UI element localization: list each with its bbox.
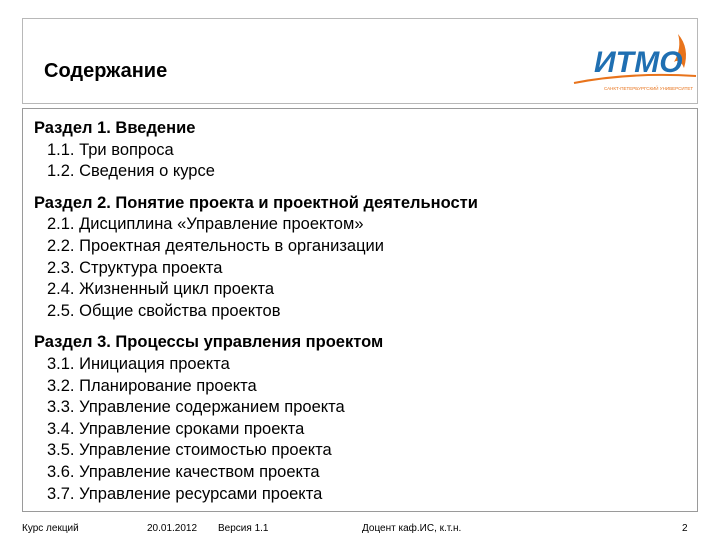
footer-page-number: 2 — [682, 523, 688, 534]
footer-course: Курс лекций — [22, 523, 79, 534]
toc-item: 3.5. Управление стоимостью проекта — [47, 441, 332, 460]
toc-item: 2.5. Общие свойства проектов — [47, 301, 281, 320]
footer-date: 20.01.2012 — [147, 523, 198, 534]
toc-section — [34, 332, 478, 505]
page-title: Содержание — [44, 60, 168, 82]
toc-item: 1.2. Сведения о курсе — [47, 162, 215, 181]
section-title: Раздел 2. Понятие проекта и проектной деятельности — [34, 193, 478, 212]
toc-item: 3.7. Управление ресурсами проекта — [47, 484, 323, 503]
itmo-logo — [570, 28, 700, 94]
toc-item: 3.4. Управление сроками проекта — [47, 419, 305, 438]
toc-item: 3.2. Планирование проекта — [47, 376, 257, 395]
toc-item: 2.1. Дисциплина «Управление проектом» — [47, 215, 364, 234]
toc-item: 1.1. Три вопроса — [47, 140, 174, 159]
footer-version: Версия 1.1 — [218, 523, 269, 534]
logo-text: ИТМО — [594, 46, 683, 79]
footer-author: Доцент каф.ИС, к.т.н. — [362, 523, 462, 534]
toc-section — [34, 118, 478, 183]
toc-item: 2.2. Проектная деятельность в организации — [47, 236, 384, 255]
toc-item: 2.3. Структура проекта — [47, 258, 223, 277]
toc-section — [34, 193, 478, 323]
section-title: Раздел 1. Введение — [34, 119, 196, 137]
toc-item: 3.1. Инициация проекта — [47, 354, 230, 373]
toc-item: 3.3. Управление содержанием проекта — [47, 398, 345, 417]
table-of-contents — [34, 118, 478, 515]
toc-item: 3.6. Управление качеством проекта — [47, 462, 320, 481]
section-title: Раздел 3. Процессы управления проектом — [34, 333, 384, 352]
logo-subtext: САНКТ-ПЕТЕРБУРГСКИЙ УНИВЕРСИТЕТ — [604, 86, 694, 91]
toc-item: 2.4. Жизненный цикл проекта — [47, 280, 274, 299]
